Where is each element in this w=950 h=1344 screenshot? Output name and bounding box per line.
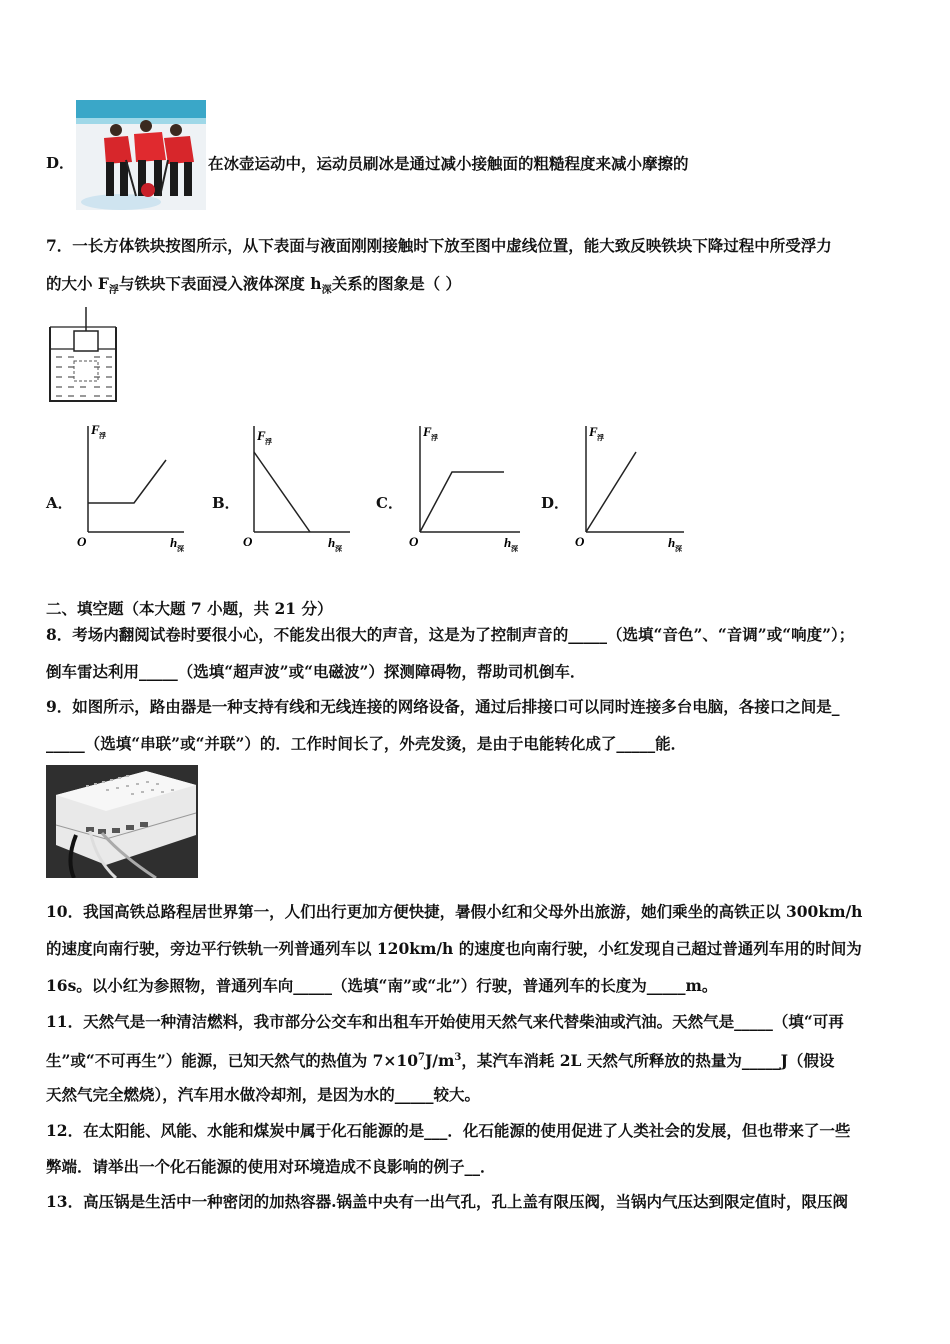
q12-line-2: 弊端．请举出一个化石能源的使用对环境造成不良影响的例子__． bbox=[46, 1157, 496, 1176]
q11-line-3: 天然气完全燃烧），汽车用水做冷却剂，是因为水的_____较大。 bbox=[46, 1085, 481, 1104]
q11-text-c: ，某汽车消耗 2L 天然气所释放的热量为_____J（假设 bbox=[461, 1051, 835, 1071]
q12-line-1: 12．在太阳能、风能、水能和煤炭中属于化石能源的是___．化石能源的使用促进了人类社会的发展，但也带来了一些 bbox=[46, 1121, 851, 1140]
origin-label: O bbox=[77, 534, 87, 549]
q6-option-d-text: 在冰壶运动中，运动员刷冰是通过减小接触面的粗糙程度来减小摩擦的 bbox=[208, 154, 689, 173]
q10-line-3: 16s。以小红为参照物，普通列车向_____（选填“南”或“北”）行驶，普通列车的长度为_____m。 bbox=[46, 976, 718, 995]
axis-y-label: F bbox=[423, 424, 432, 439]
q11-line-2 bbox=[46, 1048, 834, 1071]
axis-x-label: h bbox=[170, 535, 178, 550]
graph-a bbox=[74, 418, 189, 562]
origin-label: O bbox=[243, 534, 253, 549]
q7-option-b-label: B． bbox=[212, 494, 240, 512]
graph-c bbox=[406, 418, 526, 562]
q7-line-1: 7．一长方体铁块按图所示，从下表面与液面刚刚接触时下放至图中虚线位置，能大致反映铁块下降过程中所受浮力 bbox=[46, 236, 832, 255]
q10-line-2: 的速度向南行驶，旁边平行铁轨一列普通列车以 120km/h 的速度也向南行驶，小红发现自己超过普通列车用的时间为 bbox=[46, 939, 862, 958]
graph-d bbox=[572, 418, 690, 562]
axis-x-label: h bbox=[668, 535, 676, 550]
q7-text-c: 关系的图象是（ ） bbox=[331, 274, 461, 293]
axis-x-label: h bbox=[328, 535, 336, 550]
axis-y-label: F bbox=[257, 428, 266, 443]
q11-sup-cube: 3 bbox=[454, 1052, 462, 1063]
q7-option-c-label: C． bbox=[376, 494, 403, 512]
axis-y-sub: 浮 bbox=[99, 431, 106, 440]
origin-label: O bbox=[409, 534, 419, 549]
q7-sub-buoyancy: 浮 bbox=[108, 285, 119, 297]
axis-x-sub: 深 bbox=[675, 544, 682, 553]
axis-y-sub: 浮 bbox=[431, 433, 438, 442]
q10-line-1: 10．我国高铁总路程居世界第一，人们出行更加方便快捷，暑假小红和父母外出旅游，她们乘坐的高铁正以 300km/h bbox=[46, 902, 863, 921]
q9-line-2: _____（选填“串联”或“并联”）的．工作时间长了，外壳发烫，是由于电能转化成了_____能． bbox=[46, 734, 687, 753]
q6-option-d-label: D． bbox=[46, 154, 75, 172]
q8-line-1: 8．考场内翻阅试卷时要很小心，不能发出很大的声音，这是为了控制声音的_____（选填“音色”、“音调”或“响度”）； bbox=[46, 625, 855, 644]
q9-line-1: 9．如图所示，路由器是一种支持有线和无线连接的网络设备，通过后排接口可以同时连接多台电脑，各接口之间是_ bbox=[46, 697, 840, 716]
q11-line-1: 11．天然气是一种清洁燃料，我市部分公交车和出租车开始使用天然气来代替柴油或汽油。天然气是_____（填“可再 bbox=[46, 1012, 844, 1031]
axis-x-sub: 深 bbox=[177, 544, 184, 553]
axis-y-sub: 浮 bbox=[597, 433, 604, 442]
origin-label: O bbox=[575, 534, 585, 549]
q11-text-a: 生”或“不可再生”）能源，已知天然气的热值为 7×10 bbox=[46, 1051, 418, 1071]
q7-sub-depth: 深 bbox=[321, 285, 332, 297]
q11-sup-exp: 7 bbox=[418, 1052, 425, 1063]
axis-y-sub: 浮 bbox=[265, 437, 272, 446]
q7-text-b: 与铁块下表面浸入液体深度 h bbox=[118, 274, 322, 293]
q7-line-2 bbox=[46, 274, 461, 301]
section-2-title: 二、填空题（本大题 7 小题，共 21 分） bbox=[46, 599, 333, 618]
q13-line-1: 13．高压锅是生活中一种密闭的加热容器.锅盖中央有一出气孔，孔上盖有限压阀，当锅内气压达到限定值时，限压阀 bbox=[46, 1192, 848, 1211]
axis-y-label: F bbox=[589, 424, 598, 439]
q7-option-a-label: A． bbox=[46, 494, 73, 512]
q8-line-2: 倒车雷达利用_____（选填“超声波”或“电磁波”）探测障碍物，帮助司机倒车． bbox=[46, 662, 586, 681]
axis-y-label: F bbox=[91, 422, 100, 437]
beaker-diagram bbox=[48, 305, 128, 409]
router-photo bbox=[46, 765, 198, 878]
axis-x-sub: 深 bbox=[511, 544, 518, 553]
q7-text-a: 的大小 F bbox=[46, 274, 109, 293]
axis-x-label: h bbox=[504, 535, 512, 550]
q11-text-b: J/m bbox=[424, 1051, 455, 1071]
axis-x-sub: 深 bbox=[335, 544, 342, 553]
curling-photo bbox=[76, 100, 206, 210]
graph-b bbox=[240, 418, 355, 562]
q7-option-d-label: D． bbox=[541, 494, 570, 512]
